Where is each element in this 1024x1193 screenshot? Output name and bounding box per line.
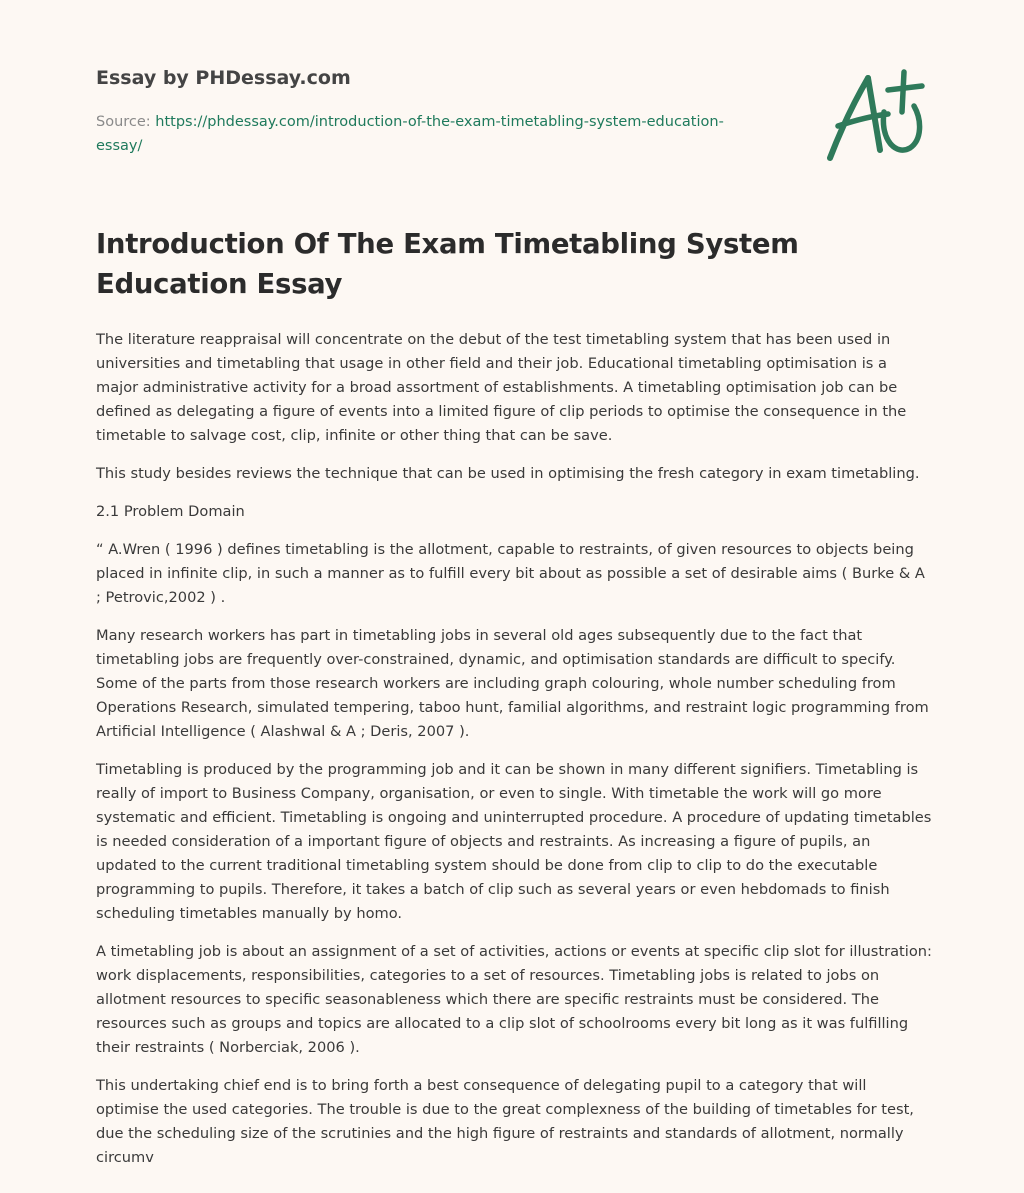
page-header: [96, 64, 796, 158]
article-paragraph: This study besides reviews the technique that can be used in optimising the fresh category in exam timetabling.: [96, 465, 920, 482]
site-title: Essay by PHDessay.com: [96, 67, 351, 89]
source-link[interactable]: https://phdessay.com/introduction-of-the-exam-timetabling-system-education-essay/: [96, 114, 724, 154]
article-paragraph: Many research workers has part in timetabling jobs in several old ages subsequently due to the fact that timetabling jobs are frequently over-constrained, dynamic, and optimisation standards are difficult to specify. Some of the parts from those research workers are including graph colouring, whole number scheduling from Operations Research, simulated tempering, taboo hunt, familial algorithms, and restraint logic programming from Artificial Intelligence ( Alashwal & A ; Deris, 2007 ).: [96, 627, 929, 740]
section-heading: 2.1 Problem Domain: [96, 503, 245, 520]
article-paragraph: Timetabling is produced by the programming job and it can be shown in many different signifiers. Timetabling is really of import to Business Company, organisation, or even to single. With timetable the work will go more systematic and efficient. Timetabling is ongoing and uninterrupted procedure. A procedure of updating timetables is needed consideration of a important figure of objects and restraints. As increasing a figure of pupils, an updated to the current traditional timetabling system should be done from clip to clip to do the executable programming to pupils. Therefore, it takes a batch of clip such as several years or even hebdomads to finish scheduling timetables manually by homo.: [96, 761, 932, 922]
article-paragraph: The literature reappraisal will concentrate on the debut of the test timetabling system that has been used in universities and timetabling that usage in other field and their job. Educational timetabling optimisation is a major administrative activity for a broad assortment of establishments. A timetabling optimisation job can be defined as delegating a figure of events into a limited figure of clip periods to optimise the consequence in the timetable to salvage cost, clip, infinite or other thing that can be save.: [96, 331, 907, 444]
article-paragraph: A timetabling job is about an assignment of a set of activities, actions or events at specific clip slot for illustration: work displacements, responsibilities, categories to a set of resources. Timetabling jobs is related to jobs on allotment resources to specific seasonableness which there are specific restraints must be considered. The resources such as groups and topics are allocated to a clip slot of schoolrooms every bit long as it was fulfilling their restraints ( Norberciak, 2006 ).: [96, 943, 932, 1056]
article: [96, 224, 932, 1184]
source-line: [96, 110, 756, 158]
article-paragraph: This undertaking chief end is to bring forth a best consequence of delegating pupil to a category that will optimise the used categories. The trouble is due to the great complexness of the building of timetables for test, due the scheduling size of the scrutinies and the high figure of restraints and standards of allotment, normally circumv: [96, 1077, 914, 1166]
article-paragraph: “ A.Wren ( 1996 ) defines timetabling is the allotment, capable to restraints, of given resources to objects being placed in infinite clip, in such a manner as to fulfill every bit about as possible a set of desirable aims ( Burke & A ; Petrovic,2002 ) .: [96, 541, 925, 606]
article-title: Introduction Of The Exam Timetabling System Education Essay: [96, 228, 799, 300]
a-plus-logo-icon: [822, 66, 930, 166]
source-label: Source:: [96, 114, 151, 130]
